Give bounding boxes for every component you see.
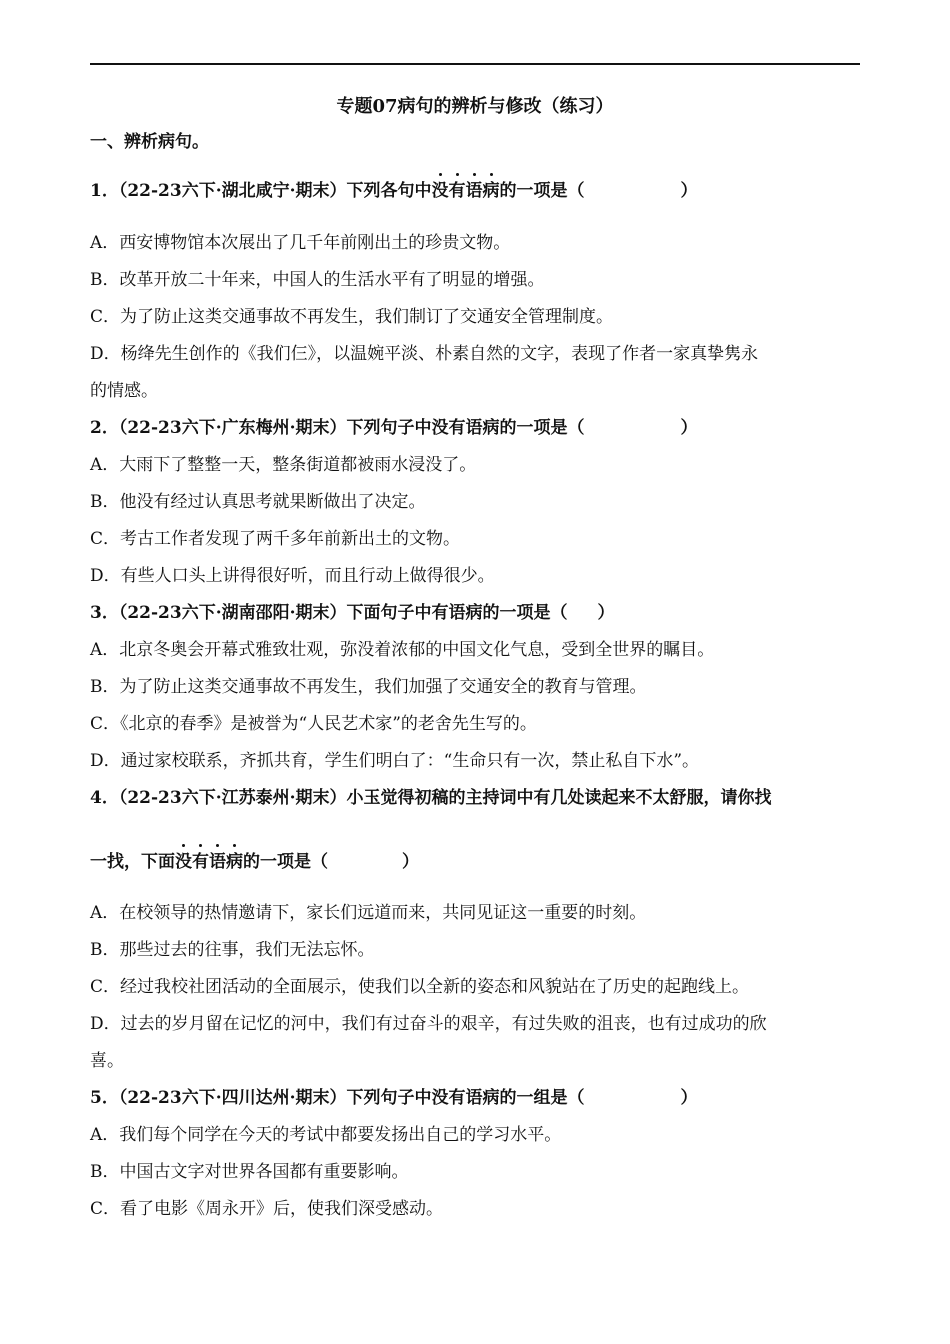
question-4-stem-line2: 一找，下面 没有语病的一项是（ ）	[90, 850, 419, 874]
header-rule	[90, 63, 860, 65]
emphasis-dots: 没有语病	[175, 852, 243, 872]
question-5-stem: 5．（22-23六下·四川达州·期末）下列句子中没有语病的一组是（ ）	[90, 1088, 698, 1108]
question-3-option-a: A．北京冬奥会开幕式雅致壮观，弥没着浓郁的中国文化气息，受到全世界的瞩目。	[90, 640, 715, 660]
question-5-option-a: A．我们每个同学在今天的考试中都要发扬出自己的学习水平。	[90, 1125, 562, 1145]
question-2-stem: 2．（22-23六下·广东梅州·期末）下列句子中没有语病的一项是（ ）	[90, 418, 698, 438]
question-3-option-b: B．为了防止这类交通事故不再发生，我们加强了交通安全的教育与管理。	[90, 677, 647, 697]
question-4-option-c: C．经过我校社团活动的全面展示，使我们以全新的姿态和风貌站在了历史的起跑线上。	[90, 977, 750, 997]
section-heading: 一、辨析病句。	[90, 132, 209, 152]
question-4-stem-line1: 4．（22-23六下·江苏泰州·期末）小玉觉得初稿的主持词中有几处读起来不太舒服，请你找	[90, 788, 772, 808]
question-3-option-c: C．《北京的春季》是被誉为“人民艺术家”的老舍先生写的。	[90, 714, 537, 734]
question-1-option-d-cont: 的情感。	[90, 381, 158, 401]
question-2-option-c: C．考古工作者发现了两千多年前新出土的文物。	[90, 529, 461, 549]
question-1-stem: 1．（22-23六下·湖北咸宁·期末）下列各句中 没有语病的一项是（ ）	[90, 179, 698, 203]
question-1-option-c: C．为了防止这类交通事故不再发生，我们制订了交通安全管理制度。	[90, 307, 614, 327]
question-4-option-d: D．过去的岁月留在记忆的河中，我们有过奋斗的艰辛，有过失败的沮丧，也有过成功的欣	[90, 1014, 767, 1034]
question-2-option-a: A．大雨下了整整一天，整条街道都被雨水浸没了。	[90, 455, 477, 475]
question-4-option-b: B．那些过去的往事，我们无法忘怀。	[90, 940, 375, 960]
question-1-option-d: D．杨绛先生创作的《我们仨》，以温婉平淡、朴素自然的文字，表现了作者一家真挚隽永	[90, 344, 759, 364]
emphasis-dots: 没有语病	[432, 181, 500, 201]
document-title: 专题07病句的辨析与修改（练习）	[336, 96, 614, 117]
question-3-stem: 3．（22-23六下·湖南邵阳·期末）下面句子中有语病的一项是（ ）	[90, 603, 615, 623]
question-5-option-c: C．看了电影《周永开》后，使我们深受感动。	[90, 1199, 444, 1219]
question-1-option-a: A．西安博物馆本次展出了几千年前刚出土的珍贵文物。	[90, 233, 511, 253]
question-4-option-d-cont: 喜。	[90, 1051, 124, 1071]
question-2-option-b: B．他没有经过认真思考就果断做出了决定。	[90, 492, 426, 512]
question-5-option-b: B．中国古文字对世界各国都有重要影响。	[90, 1162, 409, 1182]
question-2-option-d: D．有些人口头上讲得很好听，而且行动上做得很少。	[90, 566, 495, 586]
question-3-option-d: D．通过家校联系，齐抓共育，学生们明白了：“生命只有一次，禁止私自下水”。	[90, 751, 700, 771]
question-4-option-a: A．在校领导的热情邀请下，家长们远道而来，共同见证这一重要的时刻。	[90, 903, 647, 923]
question-1-option-b: B．改革开放二十年来，中国人的生活水平有了明显的增强。	[90, 270, 545, 290]
